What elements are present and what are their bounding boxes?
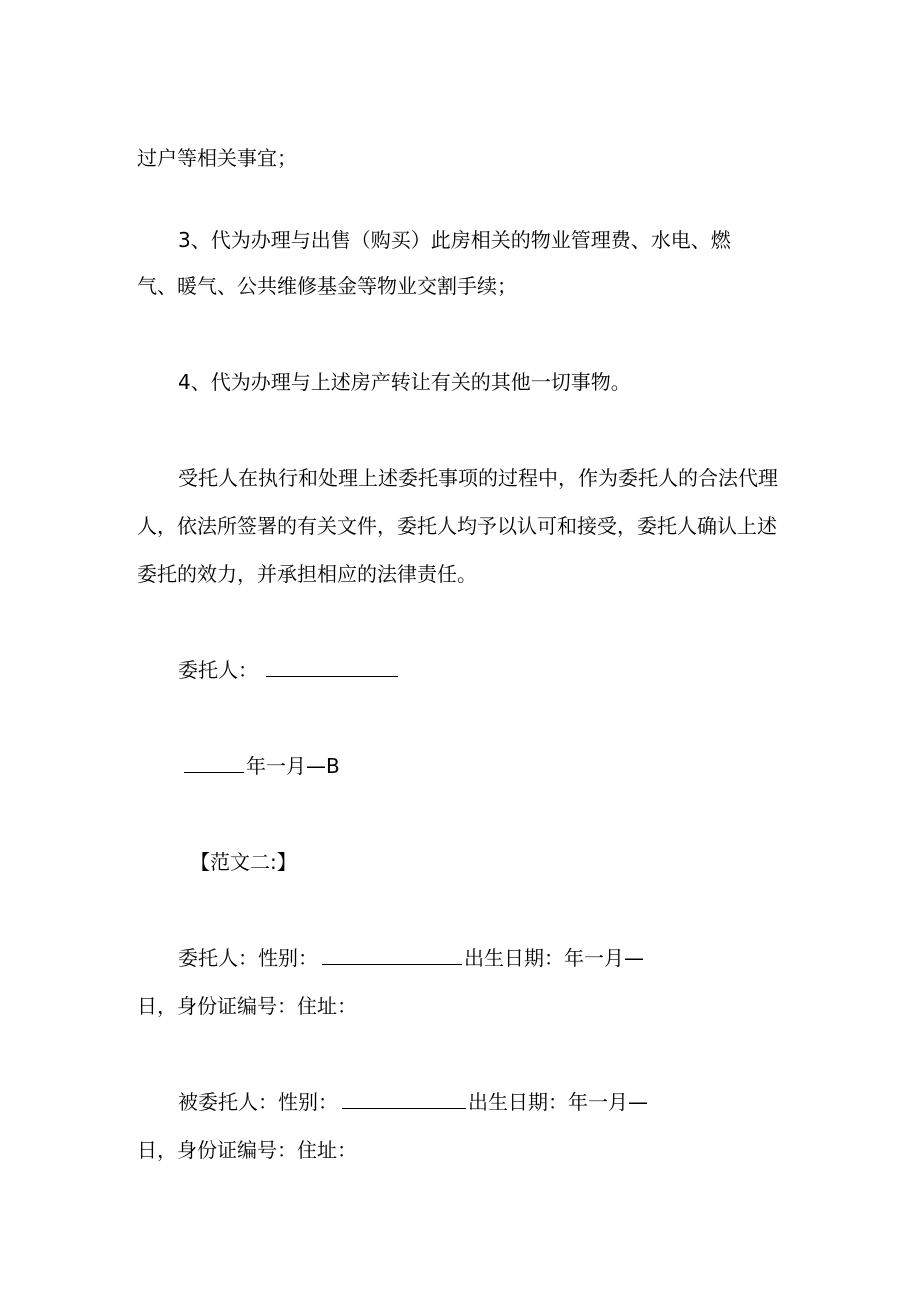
agent-line-1: [178, 1090, 648, 1114]
paragraph-line-2: 人，依法所签署的有关文件，委托人均予以认可和接受，委托人确认上述: [137, 514, 777, 538]
agent-label: 被委托人：性别：: [178, 1090, 338, 1114]
signature-label: 委托人：: [178, 658, 258, 682]
sample-2-heading: 【范文二:】: [190, 850, 297, 874]
principal-dob: 出生日期：年一月—: [464, 946, 644, 970]
agent-gender-blank: [342, 1090, 466, 1109]
principal-label: 委托人：性别：: [178, 946, 318, 970]
paragraph-line-3: 委托的效力，并承担相应的法律责任。: [137, 562, 477, 586]
item-4: 4、代为办理与上述房产转让有关的其他一切事物。: [178, 370, 631, 394]
principal-gender-blank: [322, 946, 462, 965]
principal-line-2: 日，身份证编号：住址：: [137, 994, 357, 1018]
signature-line: [178, 658, 400, 682]
date-line: [184, 754, 340, 778]
date-text: 年一月—B: [246, 754, 340, 778]
item-3-line-1: 3、代为办理与出售（购买）此房相关的物业管理费、水电、燃: [178, 228, 731, 252]
text-line-transfer: 过户等相关事宜；: [137, 146, 297, 170]
principal-line-1: [178, 946, 644, 970]
agent-line-2: 日，身份证编号：住址：: [137, 1138, 357, 1162]
signature-blank: [266, 658, 398, 677]
year-blank: [184, 754, 244, 773]
paragraph-line-1: 受托人在执行和处理上述委托事项的过程中，作为委托人的合法代理: [178, 466, 778, 490]
agent-dob: 出生日期：年一月—: [468, 1090, 648, 1114]
item-3-line-2: 气、暖气、公共维修基金等物业交割手续；: [137, 274, 517, 298]
